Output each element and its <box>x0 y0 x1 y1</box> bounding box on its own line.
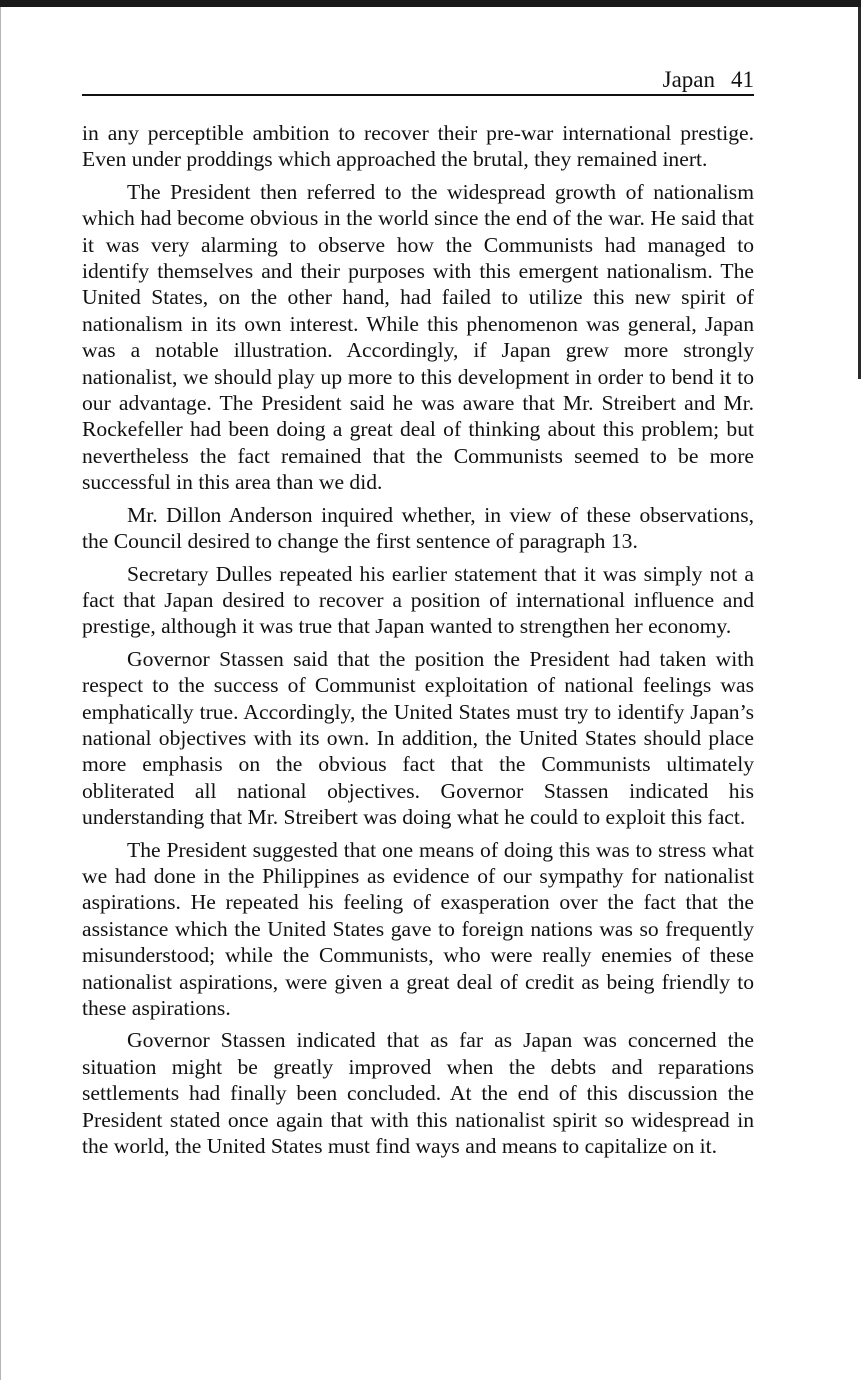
paragraph-continued: in any perceptible ambition to recover their pre-war international prestige. Even under proddings which approached the brutal, they remained inert. <box>82 121 754 172</box>
paragraph-anderson-inquiry: Mr. Dillon Anderson inquired whether, in view of these observations, the Council desired to change the first sentence of paragraph 13. <box>82 502 754 554</box>
scan-top-edge <box>0 0 861 7</box>
paragraph-stassen-position: Governor Stassen said that the position the President had taken with respect to the success of Communist exploitation of national feelings was emphatically true. Accordingly, the United States must try to identify Japan’s national objectives with its own. In addition, the United States should place more emphasis on the obvious fact that the Communists ultimately obliterated all national objectives. Governor Stassen indicated his understanding that Mr. Streibert was doing what he could to exploit this fact. <box>82 646 754 830</box>
paragraph-president-philippines: The President suggested that one means of doing this was to stress what we had done in the Philippines as evidence of our sympathy for nationalist aspirations. He repeated his feeling of exasperation over the fact that the assistance which the United States gave to foreign nations was so frequently misunderstood; while the Communists, who were really enemies of these nationalist aspirations, were given a great deal of credit as being friendly to these aspirations. <box>82 837 754 1020</box>
paragraph-president-nationalism: The President then referred to the widespread growth of nationalism which had become obvious in the world since the end of the war. He said that it was very alarming to observe how the Communists had managed to identify themselves and their purposes with this emergent nationalism. The United States, on the other hand, had failed to utilize this new spirit of nationalism in its own interest. While this phenomenon was general, Japan was a notable illustration. Accordingly, if Japan grew more strongly nationalist, we should play up more to this development in order to bend it to our advantage. The President said he was aware that Mr. Streibert and Mr. Rockefeller had been doing a great deal of thinking about this problem; but nevertheless the fact remained that the Communists seemed to be more successful in this area than we did. <box>82 179 754 495</box>
running-header <box>82 66 754 96</box>
body-text <box>82 120 754 1165</box>
running-title: Japan <box>662 67 715 92</box>
scan-left-edge <box>0 7 1 1380</box>
paragraph-dulles-statement: Secretary Dulles repeated his earlier statement that it was simply not a fact that Japan desired to recover a position of international influence and prestige, although it was true that Japan wanted to strengthen her economy. <box>82 561 754 639</box>
paragraph-stassen-reparations: Governor Stassen indicated that as far as Japan was concerned the situation might be greatly improved when the debts and reparations settlements had finally been concluded. At the end of this discussion the President stated once again that with this nationalist spirit so widespread in the world, the United States must find ways and means to capitalize on it. <box>82 1028 754 1159</box>
page-number: 41 <box>731 67 754 92</box>
